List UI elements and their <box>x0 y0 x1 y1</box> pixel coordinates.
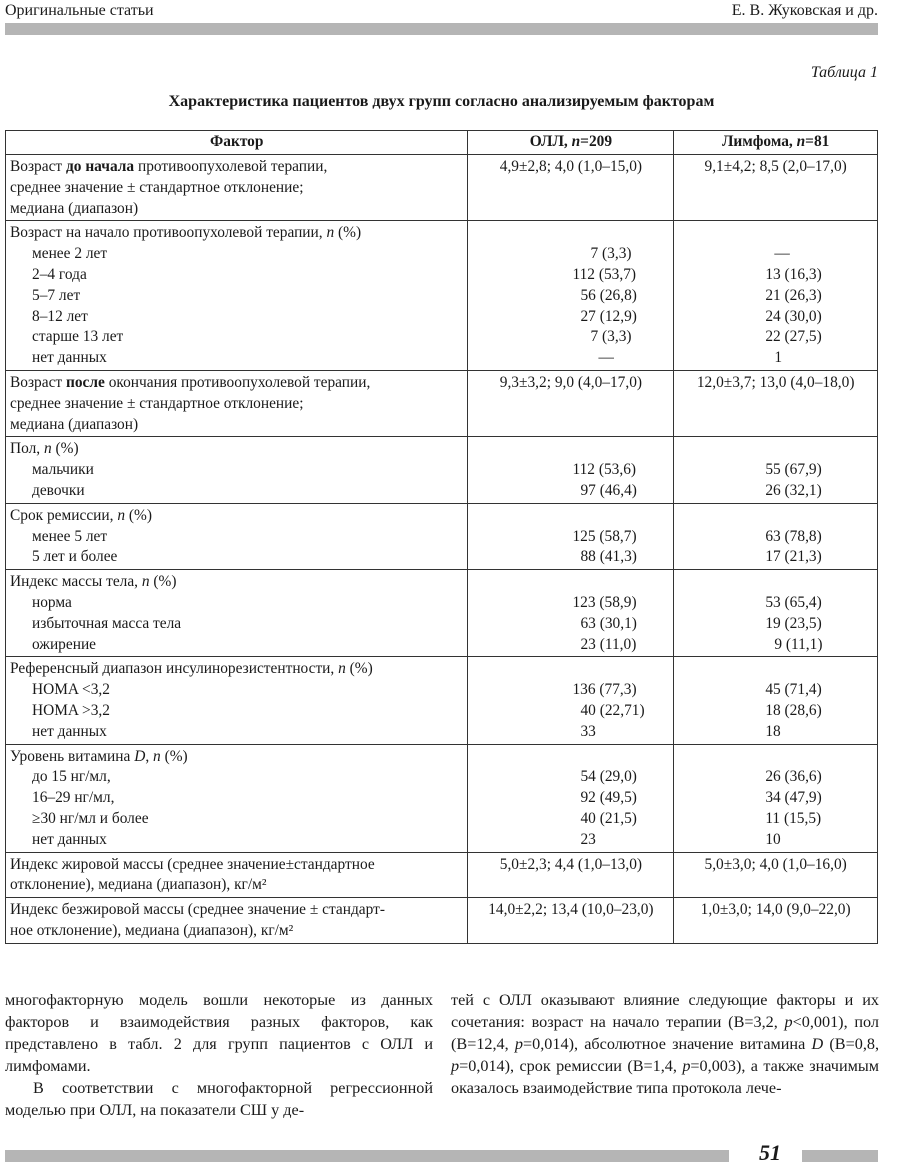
column-header-lymphoma: Лимфома, n=81 <box>674 131 878 155</box>
page-number: 51 <box>759 1140 781 1165</box>
all-value-cell: 9,3±3,2; 9,0 (4,0–17,0) <box>468 370 674 436</box>
table-row <box>6 503 878 569</box>
section-name: Оригинальные статьи <box>5 2 154 19</box>
factor-cell: Возраст на начало противоопухолевой терапии, n (%) менее 2 лет 2–4 года 5–7 лет 8–12 лет старше 13 лет нет данных <box>6 221 468 371</box>
table-row <box>6 437 878 503</box>
header-rule <box>5 23 878 35</box>
table-row <box>6 370 878 436</box>
factor-cell: Срок ремиссии, n (%) менее 5 лет 5 лет и более <box>6 503 468 569</box>
all-value-cell: 123 (58,9) 63 (30,1) 23 (11,0) <box>468 570 674 657</box>
all-value-cell: 5,0±2,3; 4,4 (1,0–13,0) <box>468 852 674 898</box>
table-row <box>6 744 878 852</box>
table-row <box>6 155 878 221</box>
paragraph: тей с ОЛЛ оказывают влияние следующие факторы и их сочетания: возраст на начало терапии (В=3,2, p<0,001), пол (В=12,4, p=0,014), абсолютное значение витамина D (В=0,8, p=0,014), срок ремиссии (В=1,4, p=0,003), а также значимым оказалось взаимодействие типа протокола лече- <box>451 991 880 1097</box>
table-label: Таблица 1 <box>810 64 878 81</box>
factor-cell: Референсный диапазон инсулинорезистентности, n (%) HOMA <3,2 HOMA >3,2 нет данных <box>6 657 468 744</box>
factor-cell: Индекс массы тела, n (%) норма избыточная масса тела ожирение <box>6 570 468 657</box>
patient-characteristics-table <box>5 130 878 944</box>
authors: Е. В. Жуковская и др. <box>731 2 878 19</box>
lymphoma-value-cell: 55 (67,9) 26 (32,1) <box>674 437 878 503</box>
table-row <box>6 221 878 371</box>
table-header-row <box>6 131 878 155</box>
all-value-cell: 54 (29,0) 92 (49,5) 40 (21,5) 23 <box>468 744 674 852</box>
lymphoma-value-cell: 5,0±3,0; 4,0 (1,0–16,0) <box>674 852 878 898</box>
body-column-right <box>451 989 879 1099</box>
body-column-left <box>5 989 433 1121</box>
all-value-cell: 4,9±2,8; 4,0 (1,0–15,0) <box>468 155 674 221</box>
factor-cell: Возраст после окончания противоопухолевой терапии, среднее значение ± стандартное отклонение; медиана (диапазон) <box>6 370 468 436</box>
footer-rule-right <box>802 1150 878 1162</box>
footer-rule <box>5 1150 729 1162</box>
table-row <box>6 898 878 944</box>
column-header-all: ОЛЛ, n=209 <box>468 131 674 155</box>
lymphoma-value-cell: 63 (78,8) 17 (21,3) <box>674 503 878 569</box>
table-row <box>6 852 878 898</box>
all-value-cell: 125 (58,7) 88 (41,3) <box>468 503 674 569</box>
lymphoma-value-cell: 26 (36,6) 34 (47,9) 11 (15,5) 10 <box>674 744 878 852</box>
factor-cell: Уровень витамина D, n (%) до 15 нг/мл, 16–29 нг/мл, ≥30 нг/мл и более нет данных <box>6 744 468 852</box>
lymphoma-value-cell: 1,0±3,0; 14,0 (9,0–22,0) <box>674 898 878 944</box>
lymphoma-value-cell: 45 (71,4) 18 (28,6) 18 <box>674 657 878 744</box>
all-value-cell: 7 (3,3) 112 (53,7) 56 (26,8) 27 (12,9) 7 (3,3) — <box>468 221 674 371</box>
all-value-cell: 136 (77,3) 40 (22,71) 33 <box>468 657 674 744</box>
factor-cell: Индекс жировой массы (среднее значение±стандартное отклонение), медиана (диапазон), кг/м² <box>6 852 468 898</box>
lymphoma-value-cell: 9,1±4,2; 8,5 (2,0–17,0) <box>674 155 878 221</box>
column-header-factor: Фактор <box>6 131 468 155</box>
lymphoma-value-cell: 53 (65,4) 19 (23,5) 9 (11,1) <box>674 570 878 657</box>
paragraph: многофакторную модель вошли некоторые из данных факторов и взаимодействия разных факторов, как представлено в табл. 2 для групп пациентов с ОЛЛ и лимфомами. <box>5 991 433 1075</box>
factor-cell: Возраст до начала противоопухолевой терапии, среднее значение ± стандартное отклонение; медиана (диапазон) <box>6 155 468 221</box>
factor-cell: Пол, n (%) мальчики девочки <box>6 437 468 503</box>
running-head <box>5 0 878 22</box>
factor-cell: Индекс безжировой массы (среднее значение ± стандарт- ное отклонение), медиана (диапазон), кг/м² <box>6 898 468 944</box>
all-value-cell: 14,0±2,2; 13,4 (10,0–23,0) <box>468 898 674 944</box>
paragraph: В соответствии с многофакторной регрессионной моделью при ОЛЛ, на показатели СШ у де- <box>5 1079 433 1119</box>
table-row <box>6 657 878 744</box>
table-row <box>6 570 878 657</box>
all-value-cell: 112 (53,6) 97 (46,4) <box>468 437 674 503</box>
lymphoma-value-cell: 12,0±3,7; 13,0 (4,0–18,0) <box>674 370 878 436</box>
table-title: Характеристика пациентов двух групп согласно анализируемым факторам <box>168 93 715 110</box>
lymphoma-value-cell: — 13 (16,3) 21 (26,3) 24 (30,0) 22 (27,5) 1 <box>674 221 878 371</box>
